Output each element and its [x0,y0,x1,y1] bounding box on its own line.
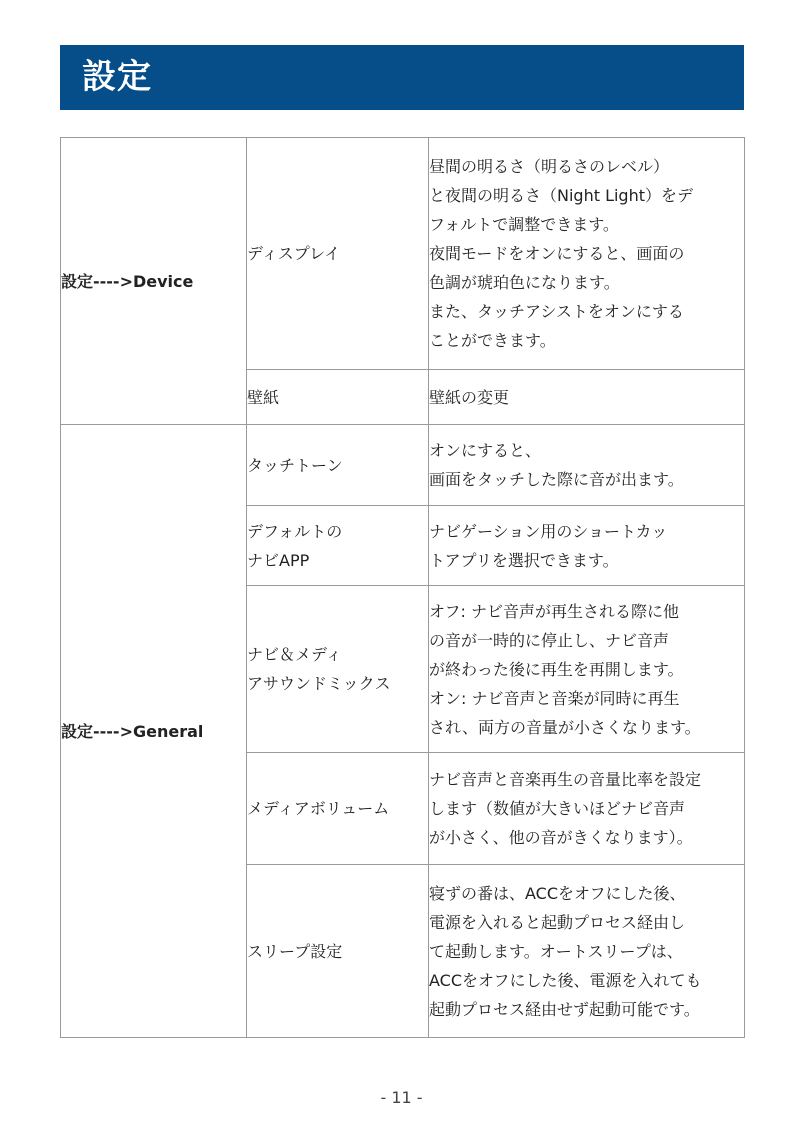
desc-line: オンにすると、 [429,441,542,460]
desc-line: ナビゲーション用のショートカッ [429,521,668,541]
item-line: アサウンドミックス [247,674,391,693]
desc-line: が終わった後に再生を再開します。 [429,659,684,679]
desc-line: 昼間の明るさ（明るさのレベル） [429,157,670,176]
desc-line: て起動します。オートスリープは、 [429,941,683,961]
desc-line: オン: ナビ音声と音楽が同時に再生 [429,688,680,708]
desc-line: 画面をタッチした際に音が出ます。 [429,470,684,489]
item-cell-media-volume [247,753,429,865]
settings-table [60,137,745,1038]
category-cell-device: 設定---->Device [61,138,247,425]
desc-line: フォルトで調整できます。 [429,215,619,234]
desc-cell-sound-mix [429,586,745,753]
desc-line: 電源を入れると起動プロセス経由し [429,912,686,932]
table-row [61,138,745,370]
desc-cell-wallpaper [429,370,745,425]
item-cell-default-nav-app [247,506,429,586]
desc-line: 壁紙の変更 [429,387,510,407]
desc-cell-display [429,138,745,370]
item-line: メディアボリューム [247,799,390,818]
item-cell-sleep-setting [247,865,429,1038]
desc-line: 起動プロセス経由せず起動可能です。 [429,999,700,1019]
desc-line: また、タッチアシストをオンにする [429,302,684,321]
page-number: - 11 - [380,1088,423,1107]
category-cell-general: 設定---->General [61,425,247,1038]
desc-line: と夜間の明るさ（Night Light）をデ [429,186,694,205]
desc-line: ACCをオフにした後、電源を入れても [429,970,702,990]
desc-line: 寝ずの番は、ACCをオフにした後、 [429,883,686,903]
item-cell-sound-mix [247,586,429,753]
desc-line: します（数値が大きいほどナビ音声 [429,799,686,818]
item-line: タッチトーン [247,455,343,475]
desc-line: ナビ音声と音楽再生の音量比率を設定 [429,770,702,789]
desc-line: の音が一時的に停止し、ナビ音声 [429,630,670,650]
desc-line: 夜間モードをオンにすると、画面の [429,244,685,263]
section-title: 設定 [82,57,152,97]
item-line: 壁紙 [247,387,280,407]
item-line: スリープ設定 [247,941,343,961]
desc-cell-touch-tone [429,425,745,506]
desc-line: され、両方の音量が小さくなります。 [429,717,701,737]
desc-line: オフ: ナビ音声が再生される際に他 [429,601,679,621]
item-cell-touch-tone [247,425,429,506]
desc-line: トアプリを選択できます。 [429,550,619,570]
item-cell-wallpaper [247,370,429,425]
desc-line: ことができます。 [429,331,556,350]
item-line: ナビ＆メディ [247,645,342,664]
item-cell-display [247,138,429,370]
desc-cell-media-volume [429,753,745,865]
desc-cell-default-nav-app [429,506,745,586]
item-line: ナビAPP [247,550,310,570]
desc-line: 色調が琥珀色になります。 [429,273,620,292]
desc-line: が小さく、他の音がきくなります）。 [429,828,693,847]
table-row [61,425,745,506]
section-header-bar [60,45,744,110]
item-line: ディスプレイ [247,244,341,263]
item-line: デフォルトの [247,521,343,541]
desc-cell-sleep-setting [429,865,745,1038]
